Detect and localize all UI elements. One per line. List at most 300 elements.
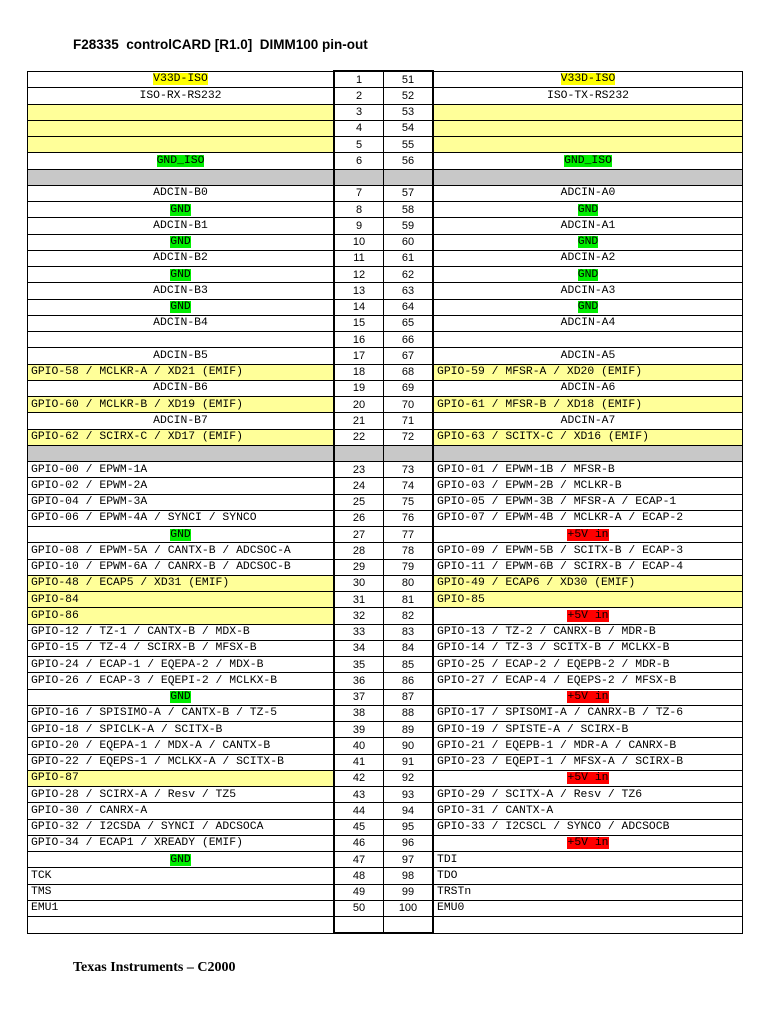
signal-cell-left — [28, 819, 335, 835]
pin-number: 13 — [334, 283, 384, 299]
pin-number: 12 — [334, 267, 384, 283]
signal-label: EMU0 — [437, 902, 465, 915]
signal-label: GPIO-59 / MFSR-A / XD20 (EMIF) — [437, 366, 643, 379]
signal-cell-right — [433, 673, 743, 689]
signal-cell-left — [28, 803, 335, 819]
signal-label: GPIO-16 / SPISIMO-A / CANTX-B / TZ-5 — [31, 707, 278, 720]
signal-label: GPIO-07 / EPWM-4B / MCLKR-A / ECAP-2 — [437, 512, 684, 525]
signal-label: GPIO-33 / I2CSCL / SYNCO / ADCSOCB — [437, 821, 670, 834]
signal-cell-left — [28, 722, 335, 738]
signal-cell-left — [28, 185, 335, 201]
pin-number: 50 — [334, 900, 384, 916]
pin-row — [28, 900, 743, 916]
signal-cell-left — [28, 884, 335, 900]
pin-row — [28, 575, 743, 591]
signal-cell-left — [28, 267, 335, 283]
signal-cell-left — [28, 527, 335, 543]
pin-number: 86 — [384, 673, 434, 689]
signal-label: GPIO-49 / ECAP6 / XD30 (EMIF) — [437, 577, 636, 590]
pin-number: 42 — [334, 770, 384, 786]
signal-label: ADCIN-B4 — [153, 317, 208, 330]
pin-number: 47 — [334, 852, 384, 868]
pin-number: 44 — [334, 803, 384, 819]
signal-label: GND — [170, 853, 191, 866]
signal-cell-left — [28, 738, 335, 754]
signal-cell-right — [433, 608, 743, 624]
signal-label: ADCIN-B7 — [153, 414, 208, 427]
signal-label: GND — [170, 301, 191, 314]
signal-cell-right — [433, 315, 743, 331]
signal-cell-left — [28, 348, 335, 364]
pin-number: 99 — [384, 884, 434, 900]
pin-number: 25 — [334, 494, 384, 510]
signal-cell-right — [433, 445, 743, 461]
pin-number: 15 — [334, 315, 384, 331]
signal-cell-left — [28, 462, 335, 478]
signal-label: TDI — [437, 853, 458, 866]
signal-label: TCK — [31, 869, 52, 882]
signal-cell-left — [28, 153, 335, 169]
signal-cell-left — [28, 592, 335, 608]
pin-number: 31 — [334, 592, 384, 608]
pin-number: 9 — [334, 218, 384, 234]
pin-number: 36 — [334, 673, 384, 689]
signal-label: ADCIN-B6 — [153, 382, 208, 395]
signal-cell-left — [28, 380, 335, 396]
pin-row — [28, 413, 743, 429]
signal-cell-left — [28, 575, 335, 591]
pin-number: 71 — [384, 413, 434, 429]
signal-cell-left — [28, 332, 335, 348]
signal-cell-left — [28, 852, 335, 868]
pin-number: 38 — [334, 705, 384, 721]
signal-label: GPIO-00 / EPWM-1A — [31, 463, 148, 476]
pin-row — [28, 397, 743, 413]
signal-cell-right — [433, 88, 743, 104]
signal-cell-left — [28, 299, 335, 315]
signal-label: ISO-TX-RS232 — [546, 89, 630, 102]
signal-cell-left — [28, 494, 335, 510]
signal-label: GPIO-24 / ECAP-1 / EQEPA-2 / MDX-B — [31, 658, 264, 671]
pin-number: 48 — [334, 868, 384, 884]
signal-label: ADCIN-A4 — [560, 317, 616, 330]
pin-number: 79 — [384, 559, 434, 575]
signal-cell-left — [28, 868, 335, 884]
signal-cell-right — [433, 380, 743, 396]
pin-number — [384, 917, 434, 934]
pin-number: 54 — [384, 120, 434, 136]
pin-number: 93 — [384, 787, 434, 803]
signal-cell-right — [433, 770, 743, 786]
pin-row — [28, 722, 743, 738]
signal-label: ADCIN-A3 — [560, 284, 616, 297]
signal-cell-right — [433, 624, 743, 640]
signal-label: GPIO-17 / SPISOMI-A / CANRX-B / TZ-6 — [437, 707, 684, 720]
pin-number: 78 — [384, 543, 434, 559]
signal-cell-right — [433, 835, 743, 851]
pin-number: 95 — [384, 819, 434, 835]
pin-number: 94 — [384, 803, 434, 819]
signal-cell-right — [433, 397, 743, 413]
signal-label: GND_ISO — [564, 154, 612, 167]
pin-row — [28, 673, 743, 689]
signal-label: GPIO-58 / MCLKR-A / XD21 (EMIF) — [31, 366, 243, 379]
signal-label: GPIO-19 / SPISTE-A / SCIRX-B — [437, 723, 629, 736]
signal-label: GPIO-25 / ECAP-2 / EQEPB-2 / MDR-B — [437, 658, 670, 671]
pin-row — [28, 234, 743, 250]
pin-row — [28, 803, 743, 819]
pin-number: 24 — [334, 478, 384, 494]
pin-number: 6 — [334, 153, 384, 169]
signal-label: GPIO-12 / TZ-1 / CANTX-B / MDX-B — [31, 626, 250, 639]
signal-label: ADCIN-A7 — [560, 414, 616, 427]
pin-number: 51 — [384, 71, 434, 88]
pin-row — [28, 429, 743, 445]
signal-label: GND — [577, 301, 599, 314]
pin-number: 28 — [334, 543, 384, 559]
signal-label: GPIO-22 / EQEPS-1 / MCLKX-A / SCITX-B — [31, 756, 284, 769]
pin-number: 33 — [334, 624, 384, 640]
pin-number: 62 — [384, 267, 434, 283]
pin-number: 1 — [334, 71, 384, 88]
signal-label: TMS — [31, 886, 52, 899]
signal-label: GND — [170, 528, 191, 541]
pin-number: 52 — [384, 88, 434, 104]
pin-number — [334, 917, 384, 934]
pin-row — [28, 364, 743, 380]
signal-label: GPIO-32 / I2CSDA / SYNCI / ADCSOCA — [31, 821, 264, 834]
pin-row — [28, 315, 743, 331]
signal-label: ADCIN-B1 — [153, 219, 208, 232]
signal-label: +5V in — [567, 772, 609, 785]
signal-cell-right — [433, 104, 743, 120]
signal-label: GPIO-48 / ECAP5 / XD31 (EMIF) — [31, 577, 230, 590]
signal-cell-right — [433, 803, 743, 819]
pin-number: 82 — [384, 608, 434, 624]
signal-label: GPIO-08 / EPWM-5A / CANTX-B / ADCSOC-A — [31, 544, 291, 557]
pin-number: 89 — [384, 722, 434, 738]
pin-row — [28, 478, 743, 494]
signal-cell-right — [433, 787, 743, 803]
signal-cell-right — [433, 120, 743, 136]
pin-row — [28, 624, 743, 640]
signal-cell-left — [28, 120, 335, 136]
pin-row — [28, 218, 743, 234]
signal-cell-right — [433, 299, 743, 315]
signal-cell-left — [28, 250, 335, 266]
signal-label: GPIO-05 / EPWM-3B / MFSR-A / ECAP-1 — [437, 496, 677, 509]
pin-number: 56 — [384, 153, 434, 169]
signal-cell-right — [433, 137, 743, 153]
pin-number — [384, 169, 434, 185]
pin-number: 46 — [334, 835, 384, 851]
signal-cell-right — [433, 169, 743, 185]
pin-row — [28, 819, 743, 835]
pin-number: 21 — [334, 413, 384, 429]
pin-number: 29 — [334, 559, 384, 575]
pin-row — [28, 71, 743, 88]
signal-cell-right — [433, 754, 743, 770]
pin-row — [28, 608, 743, 624]
signal-cell-right — [433, 429, 743, 445]
signal-label: GPIO-13 / TZ-2 / CANRX-B / MDR-B — [437, 626, 656, 639]
signal-label: ADCIN-A1 — [560, 219, 616, 232]
signal-cell-left — [28, 689, 335, 705]
signal-cell-left — [28, 315, 335, 331]
pin-number: 100 — [384, 900, 434, 916]
signal-cell-left — [28, 787, 335, 803]
signal-cell-right — [433, 413, 743, 429]
signal-cell-right — [433, 202, 743, 218]
pin-row — [28, 754, 743, 770]
pin-number: 64 — [384, 299, 434, 315]
signal-label: ADCIN-B0 — [153, 187, 208, 200]
pin-number: 14 — [334, 299, 384, 315]
signal-label: TDO — [437, 869, 458, 882]
signal-cell-left — [28, 917, 335, 934]
pin-number: 97 — [384, 852, 434, 868]
pin-row — [28, 835, 743, 851]
signal-cell-left — [28, 608, 335, 624]
pin-number: 96 — [384, 835, 434, 851]
pin-row — [28, 884, 743, 900]
signal-label: +5V in — [567, 609, 609, 622]
signal-label: GPIO-30 / CANRX-A — [31, 804, 148, 817]
pin-number: 88 — [384, 705, 434, 721]
signal-cell-right — [433, 884, 743, 900]
signal-cell-right — [433, 640, 743, 656]
pin-row — [28, 510, 743, 526]
signal-cell-left — [28, 705, 335, 721]
pin-row — [28, 332, 743, 348]
signal-label: GPIO-09 / EPWM-5B / SCITX-B / ECAP-3 — [437, 544, 684, 557]
signal-label: EMU1 — [31, 902, 59, 915]
signal-label: GPIO-87 — [31, 772, 79, 785]
pin-number: 53 — [384, 104, 434, 120]
pin-number: 65 — [384, 315, 434, 331]
pin-number: 20 — [334, 397, 384, 413]
signal-cell-left — [28, 283, 335, 299]
signal-label: V33D-ISO — [153, 73, 208, 86]
signal-label: ADCIN-A2 — [560, 252, 616, 265]
pin-row — [28, 543, 743, 559]
signal-cell-right — [433, 348, 743, 364]
pin-row — [28, 705, 743, 721]
signal-cell-left — [28, 900, 335, 916]
signal-label: GPIO-23 / EQEPI-1 / MFSX-A / SCIRX-B — [437, 756, 684, 769]
signal-label: GPIO-14 / TZ-3 / SCITX-B / MCLKX-B — [437, 642, 670, 655]
signal-cell-right — [433, 705, 743, 721]
signal-cell-right — [433, 722, 743, 738]
pin-number: 61 — [384, 250, 434, 266]
pin-row — [28, 852, 743, 868]
signal-label: GPIO-61 / MFSR-B / XD18 (EMIF) — [437, 398, 643, 411]
pin-row — [28, 153, 743, 169]
pinout-table — [27, 70, 743, 934]
pin-number: 11 — [334, 250, 384, 266]
signal-label: GND — [170, 236, 191, 249]
footer-text: Texas Instruments – C2000 — [73, 960, 236, 975]
signal-cell-left — [28, 754, 335, 770]
signal-label: GPIO-15 / TZ-4 / SCIRX-B / MFSX-B — [31, 642, 257, 655]
pin-number: 43 — [334, 787, 384, 803]
signal-cell-right — [433, 852, 743, 868]
pin-number: 75 — [384, 494, 434, 510]
signal-label: GND — [170, 691, 191, 704]
signal-cell-right — [433, 462, 743, 478]
pin-number: 40 — [334, 738, 384, 754]
pin-number: 3 — [334, 104, 384, 120]
signal-label: GPIO-85 — [437, 593, 485, 606]
signal-cell-right — [433, 900, 743, 916]
pin-number: 22 — [334, 429, 384, 445]
signal-cell-right — [433, 153, 743, 169]
signal-cell-right — [433, 332, 743, 348]
signal-cell-right — [433, 185, 743, 201]
signal-cell-left — [28, 543, 335, 559]
signal-cell-right — [433, 494, 743, 510]
signal-label: ADCIN-B3 — [153, 284, 208, 297]
signal-cell-left — [28, 478, 335, 494]
signal-cell-left — [28, 202, 335, 218]
signal-cell-left — [28, 429, 335, 445]
pin-number: 60 — [384, 234, 434, 250]
signal-cell-left — [28, 71, 335, 88]
pin-number — [334, 169, 384, 185]
pin-number: 2 — [334, 88, 384, 104]
pin-number: 92 — [384, 770, 434, 786]
signal-cell-right — [433, 283, 743, 299]
signal-cell-right — [433, 819, 743, 835]
pin-row — [28, 559, 743, 575]
pin-number: 67 — [384, 348, 434, 364]
pin-number: 72 — [384, 429, 434, 445]
pin-row — [28, 104, 743, 120]
pin-number: 87 — [384, 689, 434, 705]
pin-number: 5 — [334, 137, 384, 153]
signal-label: GPIO-27 / ECAP-4 / EQEPS-2 / MFSX-B — [437, 674, 677, 687]
signal-cell-left — [28, 218, 335, 234]
pin-number: 49 — [334, 884, 384, 900]
pinout-table-body — [28, 71, 743, 933]
signal-label: GND — [577, 268, 599, 281]
pin-number: 68 — [384, 364, 434, 380]
pin-row — [28, 738, 743, 754]
pin-row — [28, 250, 743, 266]
pin-row — [28, 185, 743, 201]
pin-number: 41 — [334, 754, 384, 770]
pin-number: 23 — [334, 462, 384, 478]
pin-row — [28, 917, 743, 934]
pin-number: 30 — [334, 575, 384, 591]
signal-label: GPIO-03 / EPWM-2B / MCLKR-B — [437, 479, 622, 492]
pin-number: 34 — [334, 640, 384, 656]
pin-number: 8 — [334, 202, 384, 218]
pin-number: 69 — [384, 380, 434, 396]
signal-label: TRSTn — [437, 886, 472, 899]
pin-row — [28, 380, 743, 396]
signal-cell-right — [433, 559, 743, 575]
signal-label: GPIO-28 / SCIRX-A / Resv / TZ5 — [31, 788, 237, 801]
signal-label: +5V in — [567, 837, 609, 850]
pin-row — [28, 120, 743, 136]
pin-number — [384, 445, 434, 461]
pin-row — [28, 348, 743, 364]
signal-cell-left — [28, 169, 335, 185]
pin-number: 18 — [334, 364, 384, 380]
signal-cell-right — [433, 478, 743, 494]
signal-cell-left — [28, 88, 335, 104]
signal-cell-left — [28, 510, 335, 526]
signal-label: ADCIN-A6 — [560, 382, 616, 395]
pin-number — [334, 445, 384, 461]
pin-row — [28, 299, 743, 315]
signal-label: ADCIN-A5 — [560, 349, 616, 362]
signal-cell-right — [433, 592, 743, 608]
signal-cell-left — [28, 770, 335, 786]
signal-label: GPIO-10 / EPWM-6A / CANRX-B / ADCSOC-B — [31, 561, 291, 574]
pin-row — [28, 445, 743, 461]
pin-number: 90 — [384, 738, 434, 754]
pin-row — [28, 494, 743, 510]
signal-cell-left — [28, 413, 335, 429]
signal-cell-left — [28, 624, 335, 640]
signal-label: GND — [577, 236, 599, 249]
pin-row — [28, 202, 743, 218]
signal-cell-left — [28, 640, 335, 656]
signal-cell-right — [433, 218, 743, 234]
pin-number: 10 — [334, 234, 384, 250]
signal-cell-left — [28, 137, 335, 153]
signal-cell-right — [433, 575, 743, 591]
pin-row — [28, 527, 743, 543]
pin-row — [28, 88, 743, 104]
signal-label: GPIO-60 / MCLKR-B / XD19 (EMIF) — [31, 398, 243, 411]
pin-row — [28, 267, 743, 283]
signal-cell-right — [433, 234, 743, 250]
signal-cell-left — [28, 397, 335, 413]
signal-cell-right — [433, 657, 743, 673]
signal-cell-right — [433, 510, 743, 526]
signal-label: GPIO-63 / SCITX-C / XD16 (EMIF) — [437, 431, 649, 444]
signal-cell-left — [28, 673, 335, 689]
signal-label: GPIO-21 / EQEPB-1 / MDR-A / CANRX-B — [437, 739, 677, 752]
signal-label: GPIO-34 / ECAP1 / XREADY (EMIF) — [31, 837, 243, 850]
signal-label: GND — [577, 203, 599, 216]
pin-number: 77 — [384, 527, 434, 543]
signal-cell-left — [28, 835, 335, 851]
signal-label: GPIO-20 / EQEPA-1 / MDX-A / CANTX-B — [31, 739, 271, 752]
pin-row — [28, 283, 743, 299]
pin-number: 91 — [384, 754, 434, 770]
signal-label: GPIO-06 / EPWM-4A / SYNCI / SYNCO — [31, 512, 257, 525]
pin-row — [28, 657, 743, 673]
pin-row — [28, 689, 743, 705]
pin-number: 27 — [334, 527, 384, 543]
pin-number: 4 — [334, 120, 384, 136]
signal-label: GPIO-62 / SCIRX-C / XD17 (EMIF) — [31, 431, 243, 444]
pin-number: 7 — [334, 185, 384, 201]
pin-row — [28, 137, 743, 153]
pin-number: 80 — [384, 575, 434, 591]
signal-label: GND — [170, 203, 191, 216]
signal-cell-right — [433, 71, 743, 88]
signal-cell-right — [433, 364, 743, 380]
signal-label: GPIO-31 / CANTX-A — [437, 804, 554, 817]
signal-label: GPIO-01 / EPWM-1B / MFSR-B — [437, 463, 615, 476]
pin-number: 73 — [384, 462, 434, 478]
pin-number: 35 — [334, 657, 384, 673]
